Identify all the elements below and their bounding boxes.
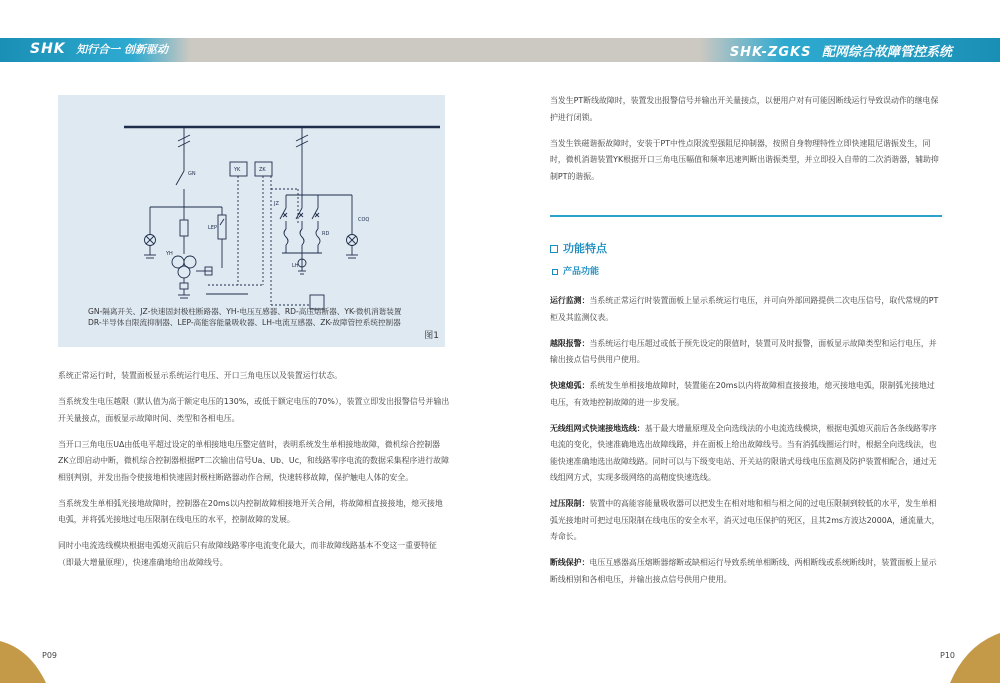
label-yk: YK — [234, 167, 241, 173]
feature-desc: 系统发生单相接地故障时，装置能在20ms以内将故障相直接接地，熄灭接地电弧，限制弧光接地过电压，有效地控制故障的进一步发展。 — [550, 381, 935, 407]
circuit-figure — [58, 95, 445, 347]
feature-term: 运行监测： — [550, 296, 590, 305]
section-divider — [550, 215, 942, 217]
legend-line-2: DR-半导体自限流抑制器、LEP-高能容能量吸收器、LH-电流互感器、ZK-故障管控系统控制器 — [88, 318, 401, 327]
feature-term: 过压限制： — [550, 499, 590, 508]
feature-term: 越限报警： — [550, 338, 590, 348]
figure-number: 图1 — [424, 331, 439, 341]
feature-desc: 当系统正常运行时装置面板上显示系统运行电压，并可向外部回路提供二次电压信号，取代常规的PT柜及其监测仪表。 — [550, 296, 939, 322]
feature-term: 断线保护： — [550, 558, 590, 567]
feature-item — [550, 336, 942, 369]
paragraph: 系统正常运行时，装置面板显示系统运行电压、开口三角电压以及装置运行状态。 — [58, 371, 343, 380]
left-column-text — [58, 368, 450, 581]
label-zk: ZK — [259, 167, 266, 173]
feature-desc: 装置中的高能容能量吸收器可以把发生在相对地和相与相之间的过电压限制到较低的水平，发生单相弧光接地时可把过电压限制在线电压的安全水平，消灭过电压保护的死区，且其2ms方波达2000A，通流量大，寿命长。 — [550, 499, 940, 541]
page-number-left: P09 — [42, 651, 58, 660]
brand-slogan: 知行合一 创新驱动 — [76, 43, 169, 56]
paragraph: 当系统发生电压越限（默认值为高于额定电压的130%，或低于额定电压的70%），装置立即发出报警信号并输出开关量接点，面板显示故障时间、类型和各相电压。 — [58, 397, 450, 423]
paragraph: 当开口三角电压UΔ由低电平超过设定的单相接地电压整定值时，表明系统发生单相接地故障，微机综合控制器ZK立即启动中断，微机综合控制器根据PT二次输出信号Ua、Ub、Uc，和线路零序电流的数据采集程序进行故障相别判别，并发出指令使接地相快速固封极柱断路器动作合闸，快速转移故障，保护触电人体的安全。 — [58, 439, 449, 482]
section-title: 功能特点 — [550, 240, 607, 256]
subsection-title: 产品功能 — [552, 264, 599, 277]
feature-term: 快速熄弧： — [550, 381, 590, 390]
square-bullet-icon — [550, 245, 558, 253]
label-gn: GN — [188, 171, 196, 177]
corner-decoration-left — [0, 635, 46, 683]
square-bullet-icon — [552, 269, 558, 275]
feature-item — [550, 496, 942, 546]
paragraph: 同时小电流选线模块根据电弧熄灭前后只有故障线路零序电流变化最大，而非故障线路基本不变这一重要特征（即最大增量原理），快速准确地给出故障线号。 — [58, 541, 437, 567]
label-jz: JZ — [274, 201, 279, 207]
feature-desc: 电压互感器高压熔断器熔断或缺相运行导致系统单相断线、两相断线或系统断线时，装置面板上显示断线相别和各相电压，并输出接点信号供用户使用。 — [550, 558, 937, 584]
brand-logo-text: SHK — [30, 41, 66, 57]
header-left-brand — [30, 41, 168, 57]
right-column-intro — [550, 93, 942, 195]
legend-line-1: GN-隔离开关、JZ-快速固封极柱断路器、YH-电压互感器、RD-高压熔断器、YK-微机消谐装置 — [88, 307, 402, 316]
label-coq: COQ — [358, 217, 370, 223]
label-lh: LH — [292, 263, 299, 269]
label-yh: YH — [166, 251, 173, 257]
feature-term: 无线组网式快速接地选线： — [550, 423, 645, 433]
header-right-title — [730, 41, 952, 60]
feature-list — [550, 293, 942, 598]
paragraph: 当系统发生单相弧光接地故障时，控制器在20ms以内控制故障相接地开关合闸，将故障相直接接地，熄灭接地电弧，并将弧光接地过电压限制在线电压的水平，控制故障的发展。 — [58, 498, 443, 524]
product-model: SHK-ZGKS — [729, 45, 812, 60]
product-title: 配网综合故障管控系统 — [821, 45, 952, 60]
label-lep: LEP — [208, 225, 217, 231]
paragraph: 当发生PT断线故障时，装置发出报警信号并输出开关量接点，以便用户对有可能因断线运行导致误动作的继电保护进行闭锁。 — [550, 96, 939, 122]
feature-item — [550, 293, 942, 326]
feature-item — [550, 378, 942, 411]
figure-legend — [88, 306, 401, 328]
feature-item — [550, 555, 942, 588]
feature-desc: 当系统运行电压超过或低于预先设定的限值时，装置可及时报警，面板显示故障类型和运行电压，并输出接点信号供用户使用。 — [550, 338, 937, 364]
feature-desc: 基于最大增量原理及全向选线法的小电流选线模块，根据电弧熄灭前后各条线路零序电流的变化，快速准确地选出故障线路，并在面板上给出故障线号。当有消弧线圈运行时，根据全向选线法，也能快速准确地选出故障线路。同时可以与下级变电站、开关站的限谐式母线电压监测及防护装置相配合，通过无线组网方式，实现多级网络的高精度快速选线。 — [550, 423, 937, 482]
page-number-right: P10 — [940, 651, 956, 660]
label-rd: RD — [322, 231, 330, 237]
feature-item — [550, 421, 942, 487]
paragraph: 当发生铁磁谐振故障时，安装于PT中性点限流型强阻尼抑制器，按照自身物理特性立即快速阻尼谐振发生，同时，微机消谐装置YK根据开口三角电压幅值和频率迅速判断出谐振类型，并立即投入自带的二次消谐器，辅助抑制PT的谐振。 — [550, 138, 939, 181]
corner-decoration-right — [950, 631, 1000, 683]
